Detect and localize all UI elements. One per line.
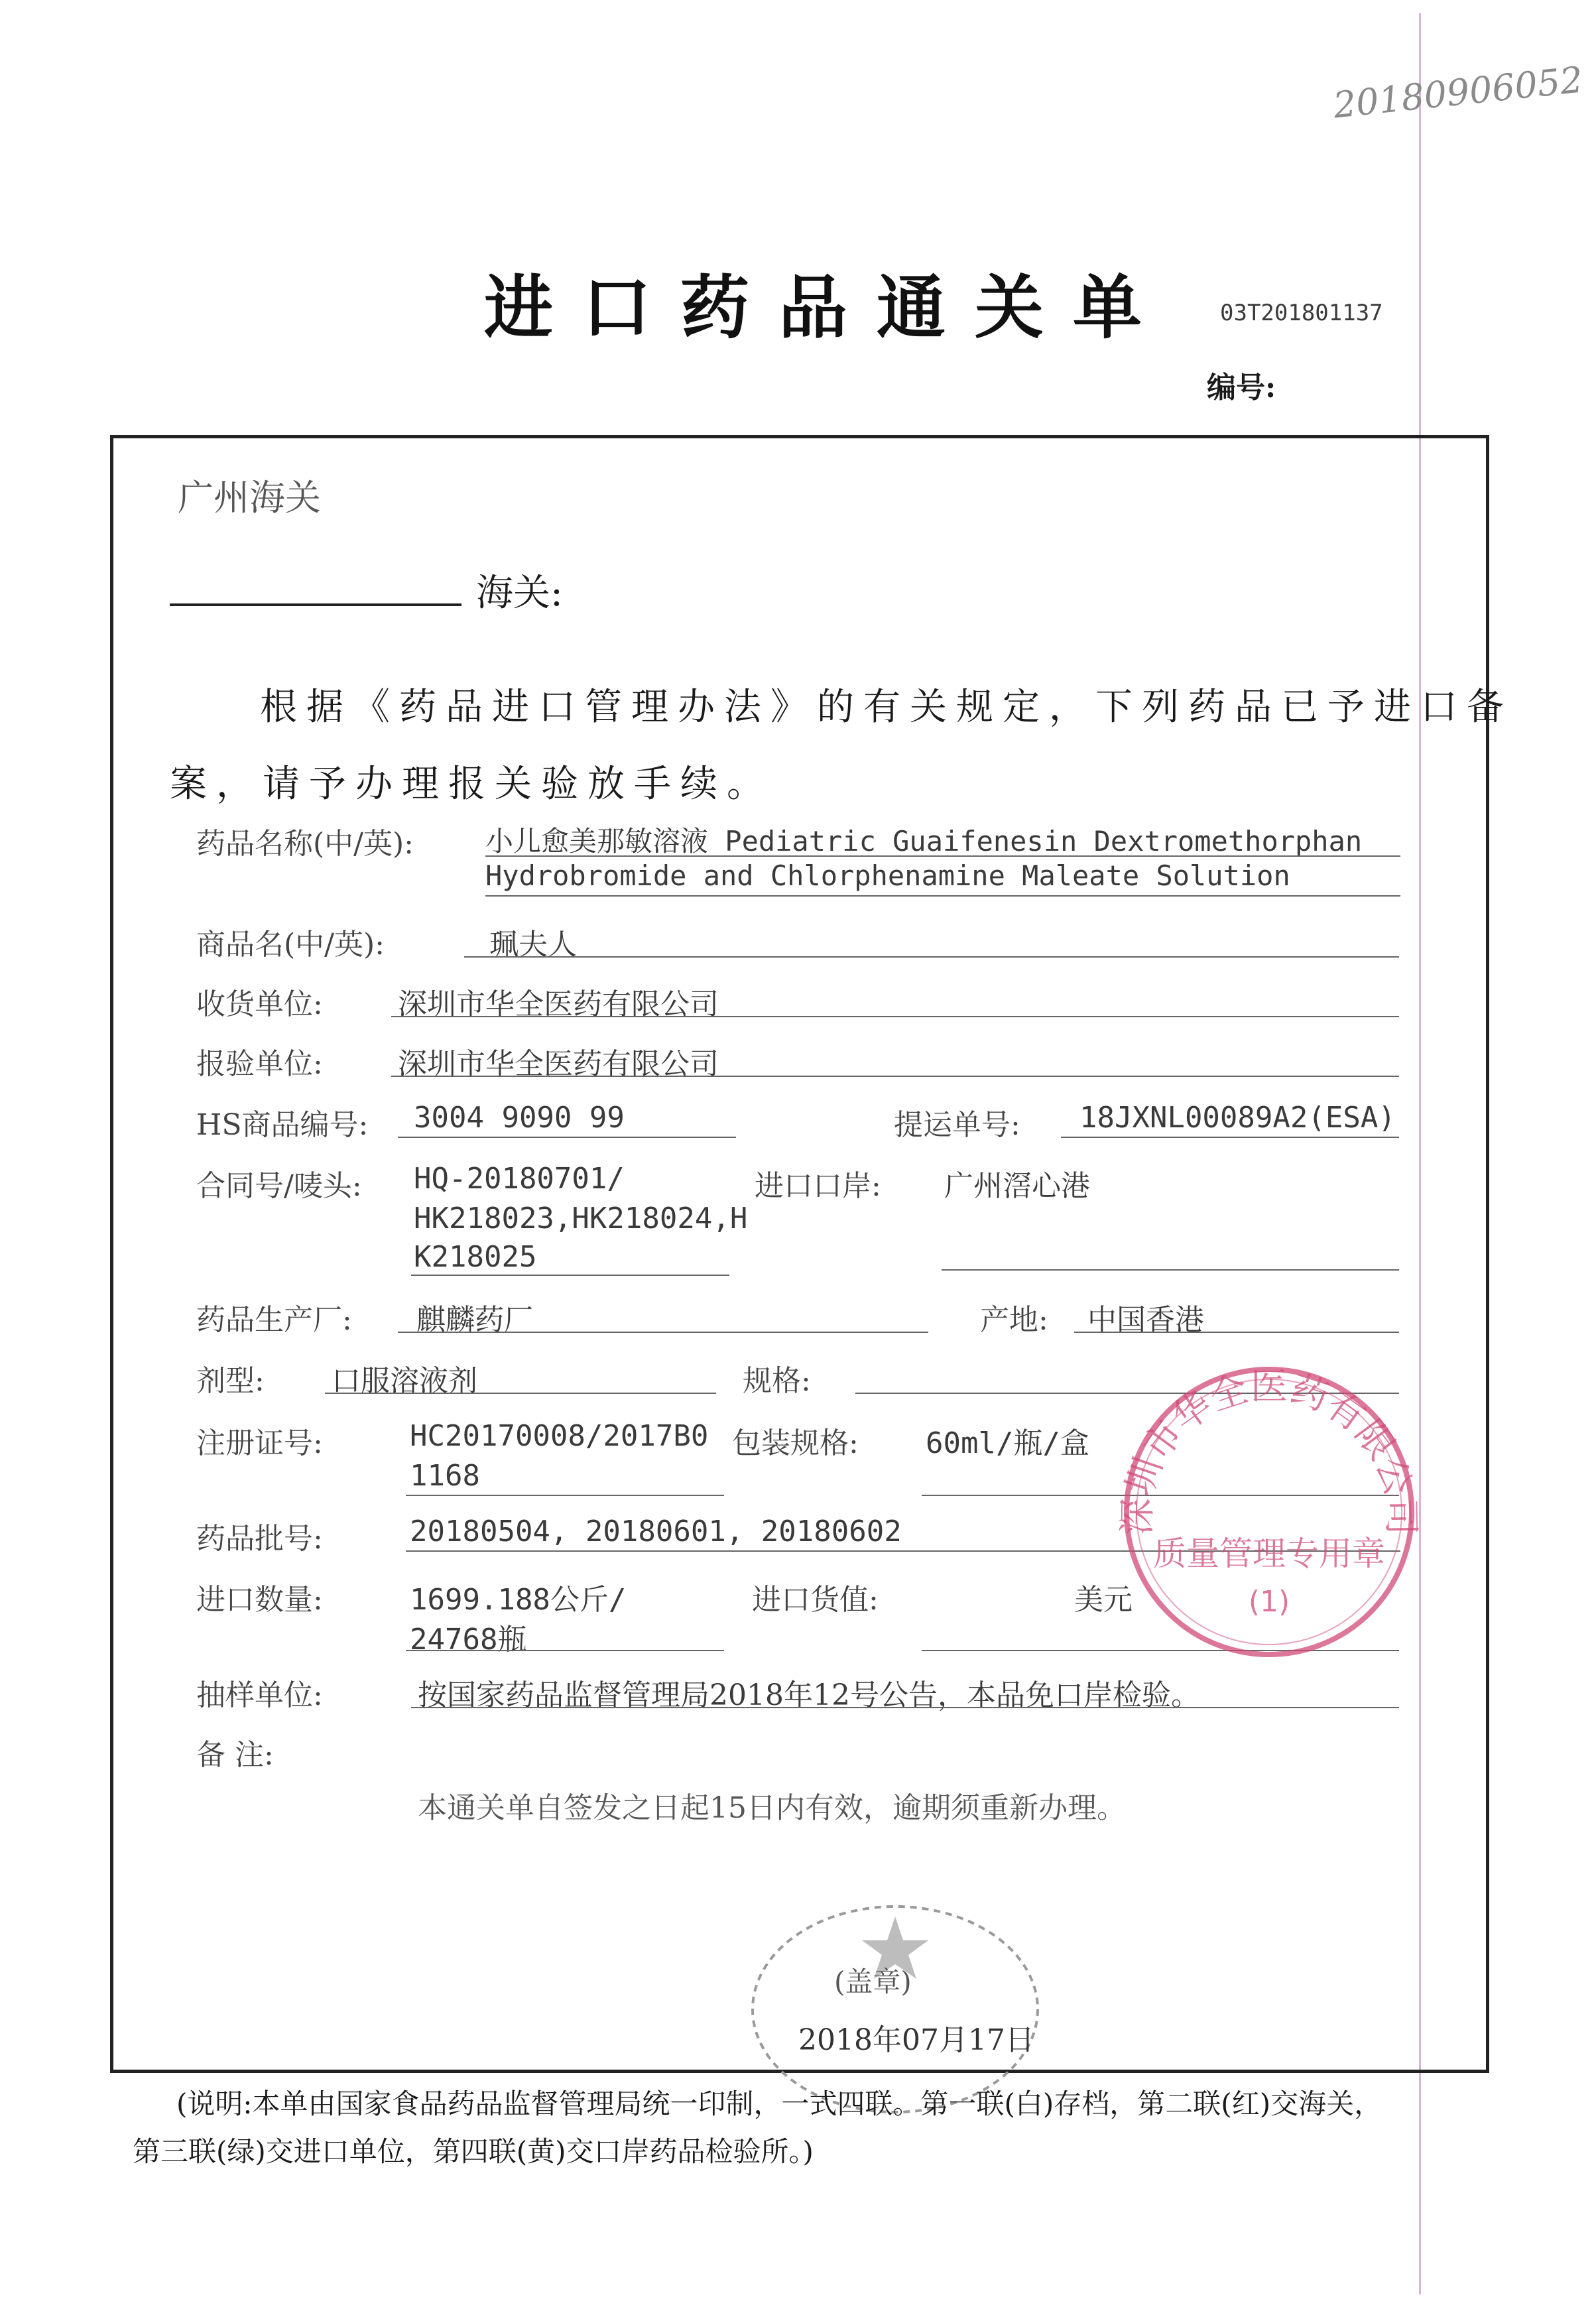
stamp-text-bottom: 质量管理专用章 [1153,1534,1385,1573]
customs-suffix: 海关: [476,572,563,615]
port-label: 进口口岸: [755,1169,881,1203]
footer-note-line-1: (说明:本单由国家食品药品监督管理局统一印制，一式四联。第一联(白)存档，第二联(红)交海关， [176,2088,1382,2120]
manufacturer-label: 药品生产厂: [196,1303,352,1337]
serial-number: 03T201801137 [1220,300,1383,326]
quantity-label: 进口数量: [196,1583,323,1617]
intro-line-2: 案，请予办理报关验放手续。 [170,763,773,806]
stamp-text-top: 深圳市华全医药有限公司 [1115,1365,1423,1536]
sampling-value: 按国家药品监督管理局2018年12号公告，本品免口岸检验。 [418,1678,1200,1712]
manufacturer-underline [398,1332,928,1333]
sampling-label: 抽样单位: [196,1678,323,1712]
packing-value: 60ml/瓶/盒 [926,1426,1089,1460]
seal-text: (盖章) [834,1966,912,1998]
port-underline [942,1269,1399,1271]
inspection-applicant-underline [391,1076,1399,1077]
serial-label: 编号: [1207,371,1276,405]
hs-code-value: 3004 9090 99 [414,1101,625,1135]
stamp-number: (1) [1248,1585,1290,1619]
contract-line-3: K218025 [414,1240,537,1274]
bill-no-underline [1061,1137,1399,1138]
batch-label: 药品批号: [196,1522,323,1556]
reg-no-line-2: 1168 [410,1459,480,1493]
sampling-underline [411,1707,1399,1708]
reg-no-label: 注册证号: [196,1426,323,1460]
batch-value: 20180504, 20180601, 20180602 [410,1515,902,1548]
trade-name-underline [464,956,1399,958]
inspection-applicant-value: 深圳市华全医药有限公司 [398,1047,719,1081]
trade-name-value: 珮夫人 [489,928,577,962]
contract-underline [411,1275,729,1276]
spec-label: 规格: [743,1364,811,1398]
contract-label: 合同号/唛头: [196,1169,362,1203]
drug-name-label: 药品名称(中/英): [196,827,414,861]
origin-label: 产地: [980,1303,1048,1337]
quantity-line-2: 24768瓶 [410,1623,527,1657]
bill-no-label: 提运单号: [894,1108,1020,1142]
company-quality-stamp [1103,1346,1435,1678]
drug-name-underline-2 [485,895,1400,897]
contract-line-2: HK218023,HK218024,H [414,1202,748,1235]
consignee-value: 深圳市华全医药有限公司 [398,987,719,1021]
manufacturer-value: 麒麟药厂 [416,1303,533,1337]
dosage-form-label: 剂型: [196,1364,265,1398]
hs-code-underline [398,1137,736,1138]
origin-underline [1074,1332,1399,1333]
hs-code-label: HS商品编号: [196,1108,369,1142]
drug-name-underline-1 [485,855,1400,857]
reg-no-line-1: HC20170008/2017B0 [410,1419,709,1453]
validity-note: 本通关单自签发之日起15日内有效，逾期须重新办理。 [418,1791,1126,1825]
handwritten-note: 20180906052 [1331,58,1585,127]
customs-blank-line [170,603,461,606]
value-label: 进口货值: [752,1583,879,1617]
origin-value: 中国香港 [1087,1303,1204,1337]
remarks-label: 备 注: [196,1738,274,1772]
consignee-underline [391,1016,1399,1017]
issue-date: 2018年07月17日 [798,2023,1034,2057]
drug-name-line-1: 小儿愈美那敏溶液 Pediatric Guaifenesin Dextromethorphan [485,825,1363,857]
packing-label: 包装规格: [732,1426,859,1460]
quantity-underline [406,1650,724,1651]
value-currency: 美元 [1074,1583,1133,1617]
document-title: 进口药品通关单 [484,267,1172,348]
customs-name: 广州海关 [178,477,321,519]
reg-no-underline [406,1495,724,1496]
dosage-form-underline [325,1393,716,1394]
bill-no-value: 18JXNL00089A2(ESA) [1079,1101,1396,1135]
drug-name-line-2: Hydrobromide and Chlorphenamine Maleate Solution [485,859,1290,892]
intro-line-1: 根据《药品进口管理办法》的有关规定，下列药品已予进口备 [260,686,1513,729]
inspection-applicant-label: 报验单位: [196,1047,323,1081]
footer-note-line-2: 第三联(绿)交进口单位，第四联(黄)交口岸药品检验所。) [133,2135,814,2168]
contract-line-1: HQ-20180701/ [414,1162,625,1196]
trade-name-label: 商品名(中/英): [196,928,385,962]
consignee-label: 收货单位: [196,987,323,1021]
port-value: 广州滘心港 [944,1169,1090,1203]
quantity-line-1: 1699.188公斤/ [410,1583,627,1617]
dosage-form-value: 口服溶液剂 [332,1364,477,1398]
